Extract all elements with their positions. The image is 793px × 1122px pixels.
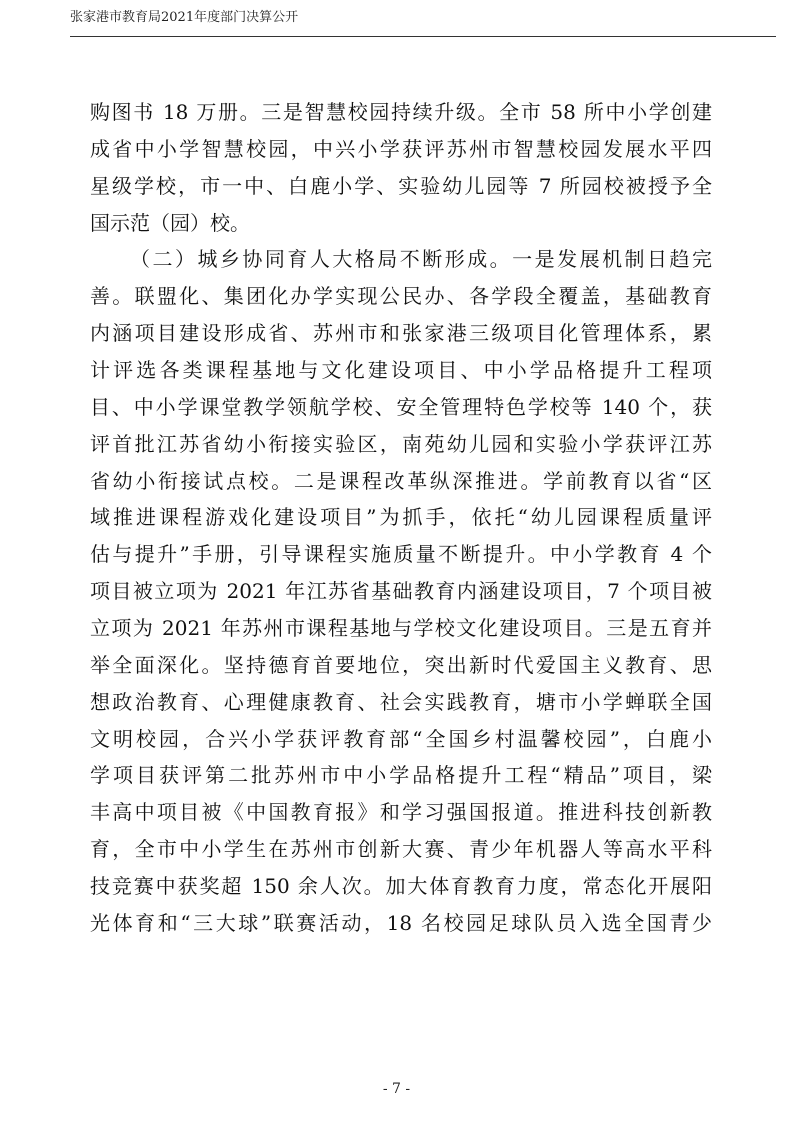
body-line-9: 目、中小学课堂教学领航学校、安全管理特色学校等 140 个，获	[90, 394, 712, 419]
body-line-8: 计评选各类课程基地与文化建设项目、中小学品格提升工程项	[90, 358, 712, 383]
body-line-13: 估与提升”手册，引导课程实施质量不断提升。中小学教育 4 个	[90, 542, 712, 567]
body-line-21: 育，全市中小学生在苏州市创新大赛、青少年机器人等高水平科	[90, 837, 712, 862]
running-header: 张家港市教育局2021年度部门决算公开	[70, 10, 299, 25]
page-number: - 7 -	[382, 1081, 411, 1097]
body-line-20: 丰高中项目被《中国教育报》和学习强国报道。推进科技创新教	[90, 800, 712, 825]
header-divider	[70, 36, 776, 37]
body-line-7: 内涵项目建设形成省、苏州市和张家港三级项目化管理体系，累	[90, 321, 712, 346]
body-line-22: 技竞赛中获奖超 150 余人次。加大体育教育力度，常态化开展阳	[90, 874, 712, 899]
document-body	[90, 94, 712, 942]
body-line-6: 善。联盟化、集团化办学实现公民办、各学段全覆盖，基础教育	[90, 284, 712, 309]
body-line-1: 购图书 18 万册。三是智慧校园持续升级。全市 58 所中小学创建	[90, 100, 712, 124]
body-line-12: 域推进课程游戏化建设项目”为抓手，依托“幼儿园课程质量评	[90, 505, 712, 530]
body-line-16: 举全面深化。坚持德育首要地位，突出新时代爱国主义教育、思	[90, 652, 712, 677]
body-line-23: 光体育和“三大球”联赛活动，18 名校园足球队员入选全国青少	[90, 910, 712, 935]
body-line-14: 项目被立项为 2021 年江苏省基础教育内涵建设项目，7 个项目被	[90, 579, 712, 604]
body-line-17: 想政治教育、心理健康教育、社会实践教育，塘市小学蝉联全国	[90, 689, 712, 714]
body-line-11: 省幼小衔接试点校。二是课程改革纵深推进。学前教育以省“区	[90, 468, 712, 493]
body-line-3: 星级学校，市一中、白鹿小学、实验幼儿园等 7 所园校被授予全	[90, 173, 712, 198]
body-line-4: 国示范（园）校。	[90, 210, 250, 235]
body-line-2: 成省中小学智慧校园，中兴小学获评苏州市智慧校园发展水平四	[90, 136, 712, 161]
body-line-10: 评首批江苏省幼小衔接实验区，南苑幼儿园和实验小学获评江苏	[90, 431, 712, 456]
body-line-15: 立项为 2021 年苏州市课程基地与学校文化建设项目。三是五育并	[90, 616, 712, 641]
body-line-19: 学项目获评第二批苏州市中小学品格提升工程“精品”项目，梁	[90, 763, 712, 788]
section-heading-line: （二）城乡协同育人大格局不断形成。一是发展机制日趋完	[130, 247, 712, 272]
body-line-18: 文明校园，合兴小学获评教育部“全国乡村温馨校园”，白鹿小	[90, 726, 712, 751]
